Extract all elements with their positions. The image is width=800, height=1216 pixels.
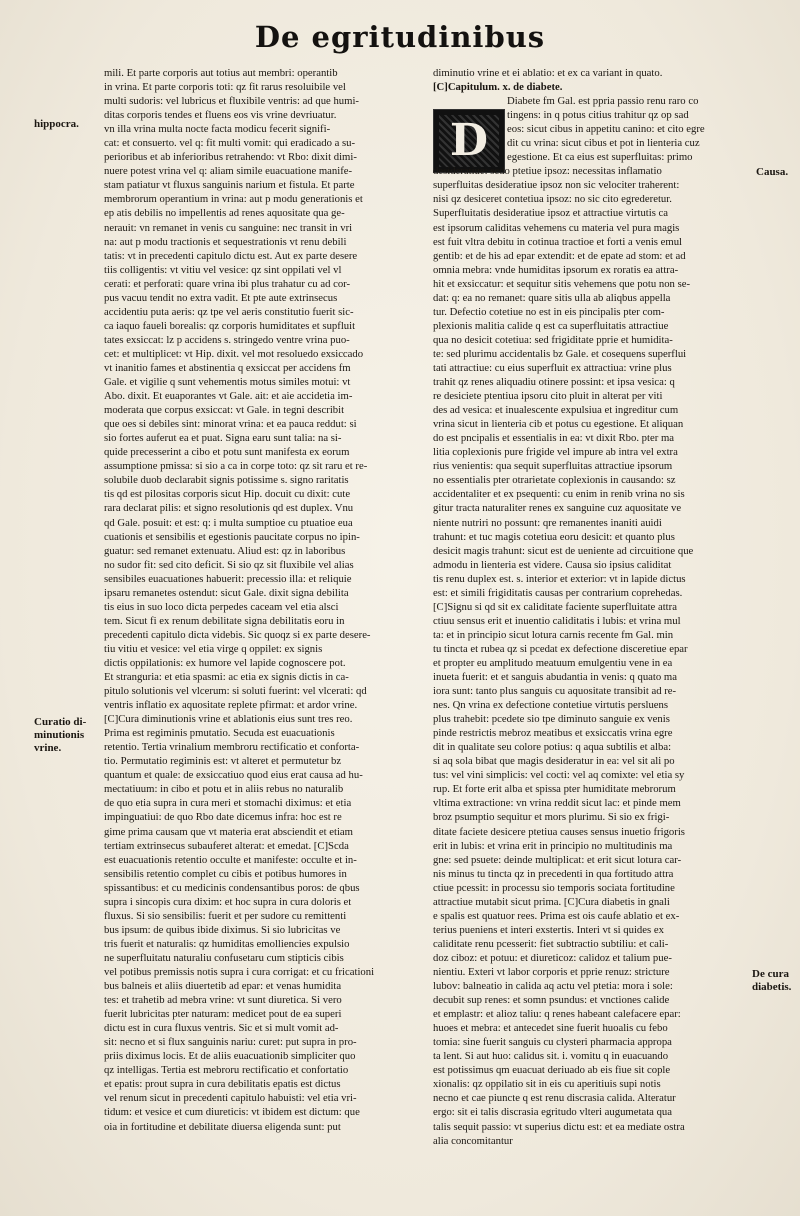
text-line: cuationis et sensibilis et egestionis paucitate corpus no ipin-	[104, 530, 360, 543]
text-line: qua no desicit cotetiua: sed frigiditate pprie et humidita-	[433, 333, 673, 346]
text-line: cet: et multiplicet: vt Hip. dixit. vel mot resoluedo exsiccado	[104, 347, 364, 360]
text-line: vel potibus premissis notis supra i cura corrigat: et cu fricationi	[104, 966, 375, 978]
text-line: multi sudoris: vel lubricus et fluxibile ventris: ad que humi-	[104, 95, 359, 108]
text-line: guatur: sed remanet extenuatu. Aliud est: qz in laboribus	[104, 544, 346, 557]
text-line: alia concomitantur	[433, 1134, 513, 1147]
text-line: sit: necno et si flux sanguinis nariu: curet: put supra in pro-	[104, 1036, 357, 1049]
gloss-line: De cura	[752, 968, 789, 980]
text-line: ca iaquo faueli borealis: qz corporis humiditates et supfluit	[104, 319, 356, 332]
text-line: qd Gale. posuit: et est: q: i multa sumptioe cu ptuatioe eua	[104, 516, 353, 529]
text-line: vel renum sicut in precedenti capitulo habuisti: vel etia vri-	[104, 1092, 357, 1105]
text-line: tur. Defectio cotetiue no est in eis pincipalis pter com-	[433, 305, 665, 318]
text-line: cat: et consuerto. vel q: fit multi vomit: qui eradicado a su-	[104, 137, 356, 150]
text-line: gne: sed psuete: deinde multiplicat: et erit sicut lotura car-	[433, 853, 682, 866]
text-line: gentib: et de his ad epar extendit: et de epate ad stom: et ad	[433, 249, 686, 262]
text-line: nientiu. Exteri vt labor corporis et pprie renuz: stricture	[433, 966, 670, 978]
margin-gloss-causa: Causa.	[756, 166, 789, 178]
text-line: ventris inflatio ex aquositate replete pfirmat: et ardor vrine.	[104, 699, 358, 712]
text-line: pinde restrictis mebroz meatibus et exsiccatis vrina egre	[433, 727, 673, 740]
text-line: mili. Et parte corporis aut totius aut membri: operantib	[104, 67, 338, 79]
text-line: tatis: vt in precedenti capitulo dictu est. Aut ex parte desere	[104, 249, 358, 262]
gloss-line: vrine.	[34, 742, 62, 754]
text-line: gime prima causam que vt materia erat absciendit et etiam	[104, 825, 353, 838]
text-line: vn illa vrina multa nocte facta modicu fecerit signifi-	[104, 123, 331, 136]
text-line: tomia: sine fuerit sanguis cu clysteri pharmacia appropa	[433, 1036, 672, 1049]
text-line: diminutio vrine et ei ablatio: et ex ca variant in quato.	[433, 67, 663, 79]
text-line: accidentiu puta aeris: qz tpe vel aeris constitutio fuerit sic-	[104, 305, 354, 318]
text-line: est euacuationis retentio occulte et manifeste: occulte et in-	[104, 853, 357, 866]
left-text-column	[104, 66, 412, 1206]
text-line: doz ciboz: et potuu: et diureticoz: calidoz et talium pue-	[433, 951, 672, 964]
text-line: nerauit: vn remanet in venis cu sanguine: nec transit in vri	[104, 221, 353, 234]
text-line: tes: et trahetib ad mebra vrine: vt sunt diuretica. Si vero	[104, 994, 342, 1007]
text-line: et propter eu amplitudo meatuum emulgentiu vene in ea	[433, 656, 673, 669]
text-line: do est pncipalis et essentialis in ea: vt dixit Rbo. pter ma	[433, 432, 675, 445]
text-line: no sudor fit: sed cito deficit. Si sio qz sit fluxibile vel alias	[104, 558, 354, 571]
text-line: tis renu duplex est. s. interior et exterior: vt in lapide dictus	[433, 572, 686, 585]
text-line: ergo: sit ei talis discrasia egritudo vlteri augumetata qua	[433, 1106, 673, 1119]
text-line: cerati: et perforati: quare vrina ibi plus trahatur cu ad cor-	[104, 277, 351, 290]
text-line: precedenti capitulo dicta videbis. Sic quoqz si ex parte desere-	[104, 628, 371, 641]
text-line: vltima extractione: vn vrina reddit sicut lac: et pinde mem	[433, 797, 681, 810]
text-line: tis qd est pilositas corporis sicut Hip. docuit cu dixit: cute	[104, 488, 351, 501]
text-line: rara declarat pilis: et signo resolutionis qd est duplex. Vnu	[104, 502, 354, 515]
text-line: Superfluitatis desideratiue ipsoz et attractiue virtutis ca	[433, 207, 669, 220]
text-line: Prima est regiminis pmutatio. Secuda est euacuationis	[104, 727, 335, 740]
text-line: Gale. et vigilie q sunt vehementis motus similes motui: vt	[104, 376, 351, 389]
text-line: pitulo solutionis vel vlcerum: si soluti fuerint: vel vlcerati: qd	[104, 685, 367, 698]
text-line: impinguatiui: de quo Rbo date dicemus infra: hoc est re	[104, 811, 342, 824]
gloss-line: diabetis.	[752, 981, 792, 993]
text-line: tem. Sicut fi ex renum debilitate signa debilitatis eoru in	[104, 614, 345, 627]
text-line: talis sequit passio: vt superius dictu est: et ea mediate ostra	[433, 1120, 685, 1133]
text-line: desicit magis trahunt: sicut est de ueniente ad circuitione que	[433, 544, 694, 557]
text-line: supra i sincopis cura dixim: et hoc supra in cura doloris et	[104, 895, 352, 908]
gloss-line: Curatio di-	[34, 716, 87, 728]
text-line: ditate faciete desicere ptetiua causes sensus inuetio frigoris	[433, 825, 685, 838]
text-line: necno et cae piuncte q est renu discrasia calida. Alteratur	[433, 1092, 676, 1105]
text-line: est fuit vltra debitu in cotinua tractioe et forti a venis emul	[433, 235, 683, 248]
text-line: perioribus et ab inferioribus retrahendo: vt Rbo: dixit dimi-	[104, 151, 357, 164]
text-line: Abo. dixit. Et euaporantes vt Gale. ait: et aie accidetia im-	[104, 390, 353, 403]
text-line: ne superfluitatu naturaliu confusetaru cum stipticis cibis	[104, 951, 344, 964]
text-line: vt inanitio fames et abstinentia q exsiccat per accidens fm	[104, 361, 351, 374]
text-line: de quo etia supra in cura meri et stomachi diximus: et etia	[104, 797, 352, 810]
text-line: priis diximus locis. Et de aliis euacuationib simpliciter quo	[104, 1050, 356, 1063]
text-line: fluxus. Si sio sensibilis: fuerit et per sudore cu remittenti	[104, 909, 347, 922]
text-line: litia coplexionis pure frigide vel impure ab intra vel extra	[433, 446, 678, 459]
text-line: ctiuu sensus erit et inuentio caliditatis i lubis: et vrina mul	[433, 614, 681, 627]
text-line: decubit sup renes: et somn psundus: et vnctiones calide	[433, 994, 670, 1007]
text-line: trahunt: et tuc magis cotetiua eoru desicit: et quanto plus	[433, 530, 675, 543]
text-line: dat: q: ea no remanet: quare sitis ulla ab aliqbus appella	[433, 291, 671, 304]
text-line: stam patiatur vt fluxus sanguinis narium et fistula. Et parte	[104, 179, 355, 192]
text-line: dit in qualitate seu colore potius: q aqua subtilis et alba:	[433, 741, 672, 754]
text-line: retentio. Tertia vrinalium membroru rectificatio et conforta-	[104, 741, 360, 754]
text-line: quantum et quale: de exsiccatiuo quod eius erat causa ad hu-	[104, 769, 363, 782]
text-line: terius pueniens et interi exstertis. Interi vt si quides ex	[433, 923, 664, 936]
text-line: tu tincta et rubea qz si pcedat ex defectione disceretiue epar	[433, 642, 688, 655]
text-line: nuere potest vrina vel q: aliam simile euacuatione manife-	[104, 165, 353, 178]
text-line: tertiam extrinsecus subauferet alterat: et emedat. [C]Scda	[104, 839, 349, 852]
text-line: e spalis est quatuor rees. Prima est ois caufe ablatio et ex-	[433, 909, 680, 922]
text-line: vrina sicut in lienteria cib et potus cu egestione. Et aliquan	[433, 418, 684, 431]
text-line: ta lent. Si aut huo: calidus sit. i. vomitu q in euacuando	[433, 1050, 669, 1063]
text-line: et epatis: prout supra in cura debilitatis epatis est dictus	[104, 1078, 341, 1091]
text-line: nes. Qn vrina ex defectione contetiue virtutis persluens	[433, 699, 669, 712]
text-line: ep atis debilis no impellentis ad renes aquositate qua ge-	[104, 207, 345, 220]
text-line: lubov: balneatio in calida aq actu vel ptetia: mora i sole:	[433, 980, 673, 993]
text-line: plexionis malitia calide q est ca superfluitatis attractiue	[433, 319, 669, 332]
text-line: no essentialis pter otrarietate coplexionis in causando: sz	[433, 474, 676, 487]
text-line: tidum: et vesice et cum diureticis: vt ibidem est dictum: que	[104, 1106, 360, 1119]
text-line: tates exsiccat: lz p accidens s. stringedo ventre vrina puo-	[104, 333, 350, 346]
text-line: est potissimus qm euacuat deriuado ab eis fiue sit cople	[433, 1064, 671, 1077]
text-line: inueta fuerit: et et sanguis abudantia in venis: q quato ma	[433, 671, 677, 684]
text-line: admodu in lienteria est videre. Causa sio ipsius caliditat	[433, 558, 672, 571]
text-line: que oes si debiles sint: minorat vrina: et ea pauca reddut: si	[104, 418, 357, 431]
text-line: tiu vitiu et vesice: vel etia virge q oppilet: ex signis	[104, 642, 323, 655]
text-line: omnia mebra: vnde humiditas ipsorum ex roratis ea attra-	[433, 263, 679, 276]
text-line: caliditate renu pcesserit: fiet subtractio subtiliu: et cali-	[433, 937, 669, 950]
text-line: [C]Cura diminutionis vrine et ablationis eius sunt tres reo.	[104, 713, 353, 726]
text-line: oia in fortitudine et debilitate diuersa eligenda sunt: put	[104, 1120, 341, 1133]
text-line: desideratiue: scdo ptetiue ipsoz: necessitas inflamatio	[433, 165, 662, 178]
text-line: bus balneis et aliis diuertetib ad epar: et venas humidita	[104, 980, 342, 993]
text-line: si aq sola bibat que magis desideratur in ea: vel sit ali po	[433, 755, 675, 768]
margin-gloss-hippocras: hippocra.	[34, 118, 79, 130]
text-line: sio fortes auferut ea et puat. Signa earu sunt talia: na si-	[104, 432, 342, 445]
text-line: xionalis: qz oppilatio sit in eis cu aperitiuis supi notis	[433, 1078, 661, 1091]
text-line: ipsaru remanetes ostendut: sicut Gale. dixit signa debilita	[104, 586, 349, 599]
margin-gloss-de-cura	[752, 968, 791, 994]
page-title: De egritudinibus	[254, 20, 546, 54]
text-line: dit cu vrina: sicut cibus et pot in lienteria cuz	[507, 137, 700, 150]
text-line: rup. Et forte erit alba et spissa pter humiditate mebrorum	[433, 783, 676, 796]
text-line: mectatiuum: in cibo et potu et in aliis rebus no naturalib	[104, 783, 344, 796]
text-line: ta: et in principio sicut lotura carnis recente fm Gal. min	[433, 628, 674, 641]
text-line: superfluitas desideratiue ipsoz non sic velociter traherent:	[433, 179, 680, 192]
text-line: bus ipsum: de quibus ibide diximus. Si sio lubricitas ve	[104, 923, 341, 936]
right-text-column	[433, 66, 743, 1206]
text-line: tingens: in q potus citius trahitur qz op sad	[507, 109, 689, 122]
text-line: te: sed plurimu accidentalis bz Gale. et cosequens superflui	[433, 347, 687, 360]
text-line: iora sunt: tanto plus sanguis cu aquositate transibit ad re-	[433, 685, 677, 698]
text-line: plus trahebit: pcedete sio tpe diminuto sanguie ex venis	[433, 713, 670, 726]
text-line: re desiciete ptentiua ipsoru cito pluit in alterat per viti	[433, 390, 663, 403]
text-line: tris fuerit et naturalis: qz humiditas emolliencies expulsio	[104, 937, 350, 950]
text-line: tati attractiue: cu eius superfluit ex attractiua: vrine plus	[433, 361, 672, 374]
text-line: rius venientis: qua sequit superfluitas attractiue ipsorum	[433, 460, 673, 473]
text-line: solubile duob declarabit signis potissime s. signo raritatis	[104, 474, 349, 487]
text-line: qz intelligas. Tertia est mebroru rectificatio et confortatio	[104, 1064, 349, 1077]
text-line: accidentaliter et ex psequenti: cu enim in renib vrina no sis	[433, 488, 685, 501]
text-line: et emplastr: et alioz taliu: q renes habeant calefacere epar:	[433, 1008, 681, 1021]
text-line: na: aut p modu tractionis et sequestrationis vt renu debili	[104, 235, 347, 248]
text-line: ditas corporis tendes et fluens eos vis vrine devriuatur.	[104, 109, 337, 122]
text-line: quide precesserint a cibo et potu sunt manifesta ex eorum	[104, 446, 350, 459]
text-line: pus vacuu tendit no extra vadit. Et pte aute extrinsecus	[104, 291, 338, 304]
text-line: broz psumptio sequitur et mors plurimu. Si sio ex frigi-	[433, 811, 670, 824]
text-line: moderata que corpus exsiccat: vt Gale. in tegni describit	[104, 404, 345, 417]
text-line: tus: vel vini simplicis: vel cocti: vel aq comixte: vel etia sy	[433, 769, 685, 782]
text-line: erit in lubis: et vrina erit in principio no multitudinis ma	[433, 839, 673, 852]
text-line: [C]Capitulum. x. de diabete.	[433, 81, 563, 94]
text-line: nis minus tu tincta qz in precedenti in qua fortitudo attra	[433, 867, 674, 880]
text-line: sensibiles euacuationes habuerit: precessio illa: et reliquie	[104, 572, 352, 585]
text-line: assumptione pmissa: si sio a ca in corpe toto: qz sit raru et re-	[104, 460, 368, 473]
text-line: attractiue mutabit sicut prima. [C]Cura diabetis in gnali	[433, 895, 670, 908]
text-line: tio. Permutatio regiminis est: vt alteret et permutetur bz	[104, 755, 342, 768]
text-line: egestione. Et ca eius est superfluitas: primo	[507, 151, 693, 164]
text-line: est: et simili frigiditatis causas per contrarium coprehedas.	[433, 586, 683, 599]
text-line: des ad vesica: et inualescente expulsiua et ingreditur cum	[433, 404, 679, 417]
text-line: ctiue pcessit: in processu sio temporis sociata fortitudine	[433, 881, 675, 894]
text-line: eos: sicut cibus in appetitu canino: et cito egre	[507, 123, 705, 136]
text-line: Diabete fm Gal. est ppria passio renu raro co	[507, 95, 699, 108]
text-line: in vrina. Et parte corporis toti: qz fit rarus resoluibile vel	[104, 81, 346, 94]
text-line: trahit qz renes aliquadiu otinere possint: et ipsa vesica: q	[433, 376, 675, 389]
text-line: dictu est in cura fluxus ventris. Sic et si mult vomit ad-	[104, 1022, 339, 1035]
text-line: tis eius in suo loco dicta perpedes caceam vel etia alsci	[104, 600, 339, 613]
gloss-line: minutionis	[34, 729, 85, 741]
text-line: sensibilis retentio complet cu cibis et potibus humores in	[104, 867, 347, 880]
text-line: dictis oppilationis: ex humore vel lapide cognoscere pot.	[104, 656, 346, 669]
text-line: nisi qz desiceret contetiua ipsoz: no sic cito egrederetur.	[433, 193, 672, 206]
text-line: Et stranguria: et etia spasmi: ac etia ex signis dictis in ca-	[104, 671, 349, 684]
text-line: tiis colligentis: vt vitiu vel vesice: qz sint oppilati vel vl	[104, 263, 342, 276]
text-line: niente nutriri no possunt: qre remanentes inaniti auidi	[433, 516, 662, 529]
text-line: fuerit lubricitas pter naturam: medicet pout de ea superi	[104, 1008, 342, 1021]
text-line: [C]Signu si qd sit ex caliditate faciente superfluitate attra	[433, 600, 677, 613]
text-line: est ipsorum caliditas vehemens cu materia vel pura magis	[433, 221, 680, 234]
text-line: gitur tracta naturaliter renes ex sanguine cuz aquositate ve	[433, 502, 682, 515]
initial-letter: D	[449, 115, 489, 166]
text-line: membrorum operantium in vrina: aut p modu generationis et	[104, 193, 363, 206]
text-line: huoes et mebra: et antecedet sine fuerit huoalis cu febo	[433, 1022, 668, 1035]
margin-gloss-curatio	[34, 716, 86, 755]
text-line: hit et exsiccatur: et sequitur sitis vehemens que potu non se-	[433, 277, 691, 290]
text-line: spissantibus: et cu medicinis condensantibus poros: de qbus	[104, 881, 360, 894]
